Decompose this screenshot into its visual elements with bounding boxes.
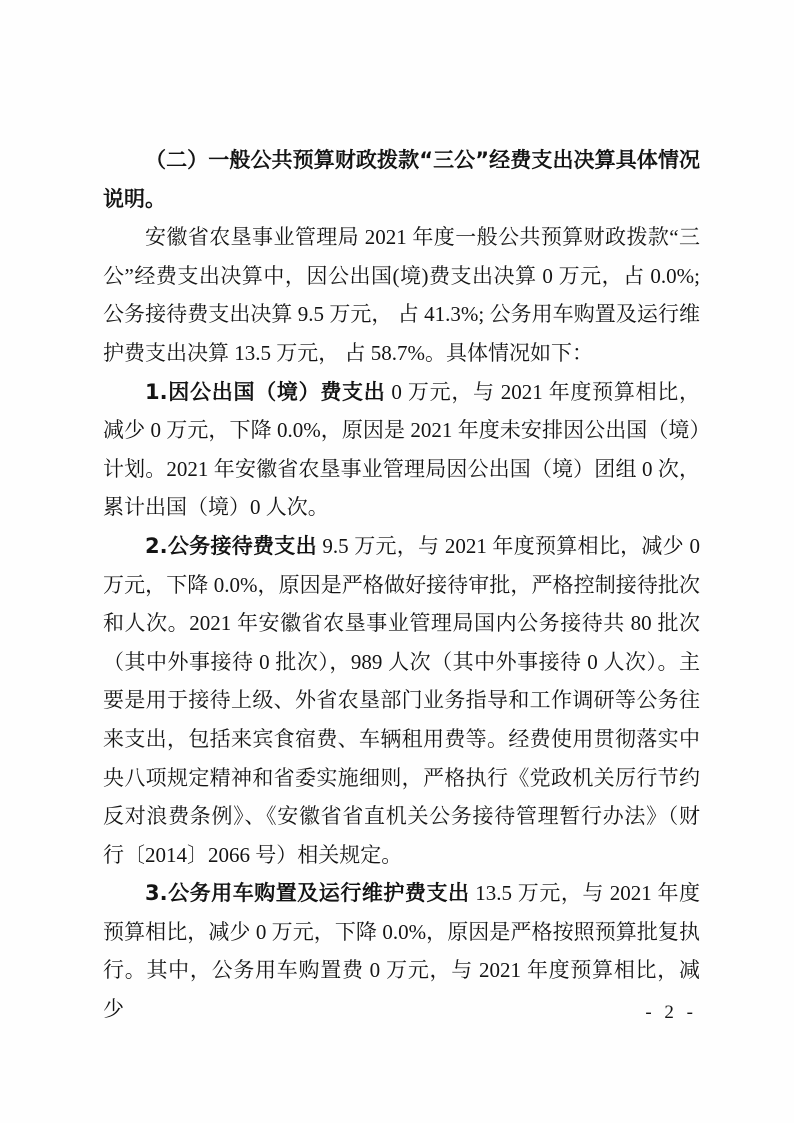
section-heading: （二）一般公共预算财政拨款“三公”经费支出决算具体情况说明。 bbox=[103, 148, 700, 211]
document-body bbox=[103, 141, 700, 1029]
item-2-text: 9.5 万元，与 2021 年度预算相比，减少 0 万元，下降 0.0%，原因是严格做好接待审批，严格控制接待批次和人次。2021 年安徽省农垦事业管理局国内公务接待共 80 批次（其中外事接待 0 批次），989 人次（其中外事接待 0 人次）。主要是用于接待上级、外省农垦部门业务指导和工作调研等公务往来支出，包括来宾食宿费、车辆租用费等。经费使用贯彻落实中央八项规定精神和省委实施细则，严格执行《党政机关厉行节约反对浪费条例》、《安徽省省直机关公务接待管理暂行办法》（财行〔2014〕2066 号）相关规定。 bbox=[103, 533, 701, 867]
item-1-title: 1.因公出国（境）费支出 bbox=[145, 379, 386, 404]
item-1-text: 0 万元，与 2021 年度预算相比，减少 0 万元，下降 0.0%，原因是 2021 年度未安排因公出国（境）计划。2021 年安徽省农垦事业管理局因公出国（境）团组 0 次，累计出国（境）0 人次。 bbox=[103, 379, 700, 520]
paragraph-item-2 bbox=[103, 527, 700, 874]
paragraph-summary: 安徽省农垦事业管理局 2021 年度一般公共预算财政拨款“三公”经费支出决算中，因公出国(境)费支出决算 0 万元，占 0.0%; 公务接待费支出决算 9.5 万元， 占 41.3%; 公务用车购置及运行维护费支出决算 13.5 万元， 占 58.7%。具体情况如下： bbox=[103, 225, 700, 365]
paragraph-item-1 bbox=[103, 373, 700, 527]
item-3-title: 3.公务用车购置及运行维护费支出 bbox=[145, 881, 470, 906]
paragraph-item-3 bbox=[103, 874, 700, 1028]
page-number: - 2 - bbox=[645, 1002, 697, 1023]
item-3-text: 13.5 万元，与 2021 年度预算相比，减少 0 万元，下降 0.0%，原因是严格按照预算批复执行。其中，公务用车购置费 0 万元，与 2021 年度预算相比，减少 bbox=[103, 881, 700, 1022]
item-2-title: 2.公务接待费支出 bbox=[145, 533, 317, 558]
